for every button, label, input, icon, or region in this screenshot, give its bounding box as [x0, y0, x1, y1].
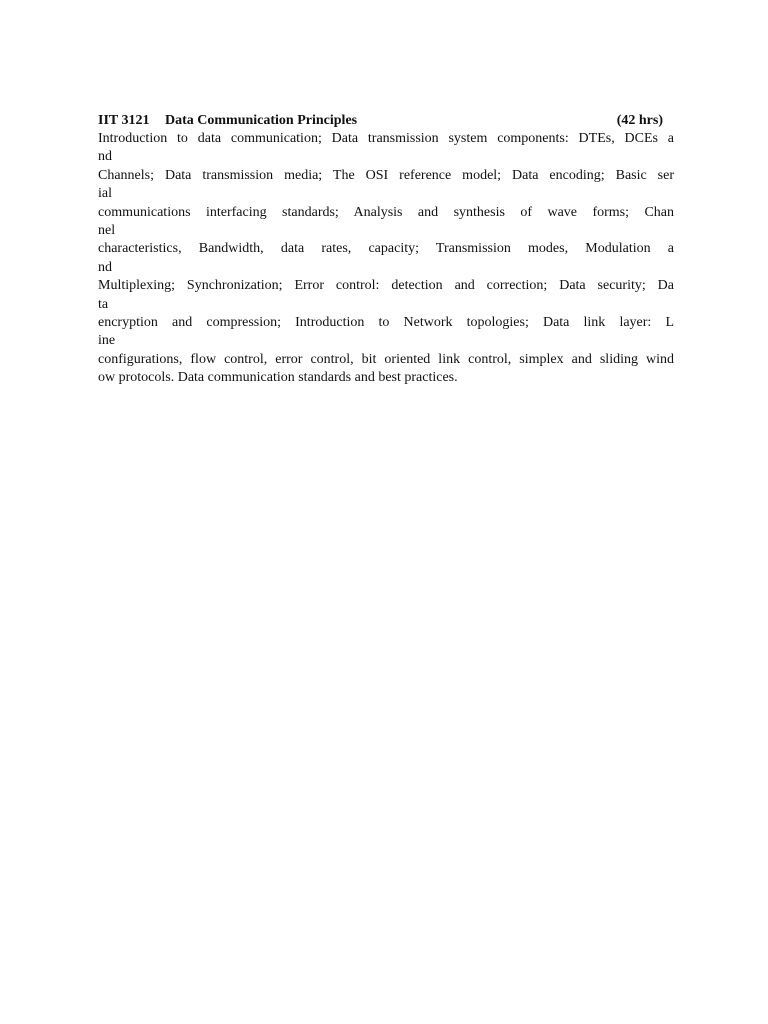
body-line: characteristics, Bandwidth, data rates, capacity; Transmission modes, Modulation a: [98, 241, 674, 257]
course-hours: (42 hrs): [616, 113, 663, 128]
course-body: [98, 130, 674, 387]
body-line: encryption and compression; Introduction to Network topologies; Data link layer: L: [98, 314, 674, 330]
body-line: nd: [98, 259, 112, 275]
body-line: ial: [98, 186, 112, 202]
body-line: Multiplexing; Synchronization; Error control: detection and correction; Data security; Da: [98, 278, 674, 294]
course-title: Data Communication Principles: [165, 113, 358, 128]
course-code: IIT 3121: [98, 113, 150, 128]
body-line: configurations, flow control, error control, bit oriented link control, simplex and sliding wind: [98, 351, 674, 367]
body-line: nel: [98, 222, 116, 238]
body-line: nd: [98, 149, 112, 165]
body-line: ow protocols. Data communication standards and best practices.: [98, 370, 458, 386]
body-line: communications interfacing standards; Analysis and synthesis of wave forms; Chan: [98, 204, 674, 220]
body-line: Channels; Data transmission media; The OSI reference model; Data encoding; Basic ser: [98, 167, 674, 183]
course-description: [98, 112, 674, 387]
course-heading: [98, 112, 674, 130]
body-line: ta: [98, 296, 109, 312]
body-line: Introduction to data communication; Data transmission system components: DTEs, DCEs a: [98, 131, 674, 146]
body-line: ine: [98, 333, 116, 349]
